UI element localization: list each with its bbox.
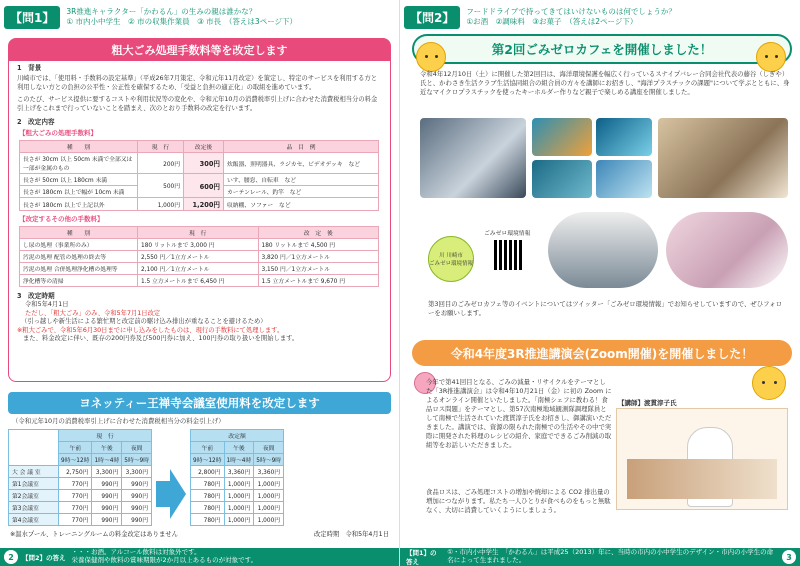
room-name: 第3会議室 bbox=[9, 502, 59, 514]
col-item: 種 別 bbox=[20, 227, 138, 239]
price: 990円 bbox=[92, 478, 122, 490]
bulky-waste-fee-table bbox=[19, 140, 379, 211]
mascot-icon bbox=[756, 42, 786, 72]
ticket-note: また、料金改定に伴い、既存の200円券及び500円券に加え、100円券の取り扱いを開始します。 bbox=[23, 335, 299, 342]
price: 990円 bbox=[92, 502, 122, 514]
room-name: 第2会議室 bbox=[9, 490, 59, 502]
cafe-title: 第2回ごみゼロカフェを開催しました！ bbox=[491, 42, 713, 57]
bulky-waste-note: ただし、「粗大ごみ」のみ、令和5年7月1日改定 bbox=[25, 309, 161, 317]
cell-item: 浄化槽等の清掃 bbox=[20, 275, 138, 287]
price: 1,000円 bbox=[224, 490, 254, 502]
price: 1,000円 bbox=[254, 502, 284, 514]
arrow-right-icon bbox=[156, 469, 186, 519]
lecturer-label: 【講師】渡貫淳子氏 bbox=[618, 399, 677, 407]
turtle-photo bbox=[532, 160, 592, 198]
col-morning: 午前 bbox=[59, 442, 92, 454]
quiz-question: フードドライブで持ってきてはいけないものは何でしょうか？ bbox=[466, 6, 676, 16]
cell-example: 収納棚、ソファー など bbox=[224, 198, 379, 211]
table-row bbox=[20, 275, 379, 287]
logo-bottom-text: ごみゼロ環境情報 bbox=[429, 261, 474, 267]
cell-new: 1,200円 bbox=[184, 198, 224, 211]
current-fee-table bbox=[8, 429, 152, 526]
price: 1,000円 bbox=[224, 502, 254, 514]
table-row bbox=[9, 478, 152, 490]
table-row bbox=[191, 502, 284, 514]
answer-label: 【問2】の答え bbox=[22, 553, 66, 562]
fish-photo bbox=[596, 118, 652, 156]
room-name: 第4会議室 bbox=[9, 514, 59, 526]
background-para-2: このたび、サービス提供に要するコストや利用状況等の変化や、令和元年10月の消費税率引上げに合わせた消費税相当分の料金引上げをこれまで行っていないことを踏まえ、次のとおり手数料の改定を行います。 bbox=[17, 96, 378, 112]
answer-label: 【問1】の答え bbox=[406, 549, 437, 566]
cell-item: 長さが 30cm 以上 50cm 未満で全部又は一部が金属のもの bbox=[20, 153, 138, 174]
price: 770円 bbox=[59, 490, 92, 502]
room-revision-date: 改定時期 令和5年4月1日 bbox=[314, 531, 389, 538]
price: 1,000円 bbox=[254, 514, 284, 526]
table-row bbox=[9, 502, 152, 514]
table-row bbox=[20, 153, 379, 174]
cell-current: 1,000円 bbox=[138, 198, 184, 211]
cell-item: 汚泥の処理 合併処理浄化槽の処理等 bbox=[20, 263, 138, 275]
price: 1,000円 bbox=[254, 490, 284, 502]
table-row bbox=[9, 466, 152, 478]
room-fee-tables bbox=[8, 429, 391, 526]
quiz-text bbox=[466, 7, 676, 27]
revision-date: 令和5年4月1日 bbox=[25, 301, 69, 308]
answer-bar bbox=[400, 548, 800, 566]
cell-new: 180 リットルまで 4,500 円 bbox=[258, 239, 379, 251]
price: 990円 bbox=[92, 514, 122, 526]
price: 990円 bbox=[122, 514, 152, 526]
table-row bbox=[191, 478, 284, 490]
new-label: 改定額 bbox=[191, 430, 284, 442]
kitchen-counter bbox=[627, 459, 777, 499]
cell-new: 1.5 立方メートルまで 9,670 円 bbox=[258, 275, 379, 287]
cell-new: 3,820 円／1立方メートル bbox=[258, 251, 379, 263]
price: 3,300円 bbox=[92, 466, 122, 478]
room-fee-title: ヨネッティー王禅寺会議室使用料を改定します bbox=[8, 392, 391, 414]
table-row bbox=[20, 239, 379, 251]
page-number: 3 bbox=[782, 550, 796, 564]
quiz-question: 3R推進キャラクター「かわるん」の生みの親は誰かな？ bbox=[66, 6, 257, 16]
price: 780円 bbox=[191, 490, 224, 502]
time-morning: 9時～12時 bbox=[191, 454, 224, 466]
table-row bbox=[20, 198, 379, 211]
table-row bbox=[191, 514, 284, 526]
col-afternoon: 午後 bbox=[92, 442, 122, 454]
time-night: 5時～9時 bbox=[254, 454, 284, 466]
page-number: 2 bbox=[4, 550, 18, 564]
cell-item: 長さが 180cm 以上で幅が 10cm 未満 bbox=[20, 186, 138, 198]
col-night: 夜間 bbox=[122, 442, 152, 454]
lecture-report: 今年で第41回目となる、ごみの減量・リサイクルをテーマとした「3R推進講演会」は令和4年10月21日（金）に初の Zoom によるオンライン開催といたしました。「南極シェフに教わる！食品ロス問題」をテーマとし、第57次南極地域観測隊調理隊員として南極で生活されていた渡貫淳子氏をお招きし、御講演いただきました。講演では、資源の限られた南極での生活やその中で実際に開発された料理のレシピの紹介、家庭でできるごみ削減の取組等をお話しいただきました。 bbox=[426, 378, 612, 449]
mascot-icon bbox=[752, 366, 786, 400]
price: 990円 bbox=[122, 490, 152, 502]
quiz-text bbox=[66, 7, 297, 27]
col-night: 夜間 bbox=[254, 442, 284, 454]
lecture-title-box bbox=[412, 340, 792, 366]
time-night: 5時～9時 bbox=[122, 454, 152, 466]
price: 770円 bbox=[59, 478, 92, 490]
table-row bbox=[20, 263, 379, 275]
quiz-tag: 【問2】 bbox=[404, 6, 460, 29]
table-row bbox=[9, 514, 152, 526]
mascot-icon bbox=[416, 42, 446, 72]
other-fee-table bbox=[19, 226, 379, 287]
col-morning: 午前 bbox=[191, 442, 224, 454]
cell-current: 200円 bbox=[138, 153, 184, 174]
heading-background: 1 背景 bbox=[17, 64, 42, 72]
corner-cell bbox=[9, 430, 59, 466]
room-name: 大 会 議 室 bbox=[9, 466, 59, 478]
cell-example: 炊飯器、照明器具、ラジカセ、ビデオデッキ など bbox=[224, 153, 379, 174]
table-row bbox=[9, 490, 152, 502]
price: 2,750円 bbox=[59, 466, 92, 478]
lecture-title: 令和4年度3R推進講演会(Zoom開催)を開催しました！ bbox=[450, 346, 754, 361]
fee-section bbox=[8, 38, 391, 382]
table-row bbox=[191, 466, 284, 478]
price: 1,000円 bbox=[254, 478, 284, 490]
col-current: 現 行 bbox=[138, 227, 259, 239]
price: 1,000円 bbox=[224, 478, 254, 490]
cafe-report: 令和4年12月10日（土）に開催した第2回目は、海洋環境保護を幅広く行っているスナイプバレー合同会社代表の藤谷（しぎや）氏と、かわさき生活クラブ生活協同組合の組合員の方々を講師にお招きし、"海洋プラスチックの課題"について学ぶとともに、身近なマイクロプラスチックを使ったキーホルダー作りなど親子で楽しめる講座を開催しました。 bbox=[420, 70, 790, 96]
col-new: 改 定 後 bbox=[258, 227, 379, 239]
col-afternoon: 午後 bbox=[224, 442, 254, 454]
sea-photo bbox=[596, 160, 652, 198]
qr-label: ごみゼロ環境情報 bbox=[484, 231, 531, 237]
col-current: 現 行 bbox=[138, 141, 184, 153]
cell-current: 1.5 立方メートルまで 6,450 円 bbox=[138, 275, 259, 287]
room-photo bbox=[548, 212, 658, 288]
bulky-waste-fee-title: 【粗大ごみの処理手数料】 bbox=[19, 129, 97, 137]
quiz-choices: ① 市内小中学生 ② 市の収集作業員 ③ 市長 （答えは3ページ下） bbox=[66, 17, 298, 26]
price: 770円 bbox=[59, 502, 92, 514]
cell-item: 長さが 180cm 以上で上記以外 bbox=[20, 198, 138, 211]
price: 3,300円 bbox=[122, 466, 152, 478]
heading-contents: 2 改定内容 bbox=[17, 118, 55, 126]
table-row bbox=[20, 174, 379, 186]
keyholder-photo bbox=[666, 212, 788, 288]
current-label: 現 行 bbox=[59, 430, 152, 442]
qr-code-icon[interactable] bbox=[494, 240, 524, 270]
coral-photo bbox=[532, 118, 592, 156]
room-fee-note: （令和元年10月の消費税率引上げに合わせた消費税相当分の料金引上げ） bbox=[12, 417, 225, 425]
new-fee-table bbox=[190, 429, 284, 526]
time-morning: 9時～12時 bbox=[59, 454, 92, 466]
logo-top-text: 川 川崎市 bbox=[439, 253, 463, 259]
cafe-photo-lecture bbox=[420, 118, 526, 198]
price: 2,800円 bbox=[191, 466, 224, 478]
gomizero-logo bbox=[428, 236, 474, 282]
table-row bbox=[191, 490, 284, 502]
background-para-1: 川崎市では、「使用料・手数料の設定基準」（平成26年7月策定、令和元年11月改定）を策定し、特定のサービスを利用する方と利用しない方との負担の公平性・公正性を確保するため、「受益と負担の適正化」の取組を進めています。 bbox=[17, 75, 378, 91]
price: 770円 bbox=[59, 514, 92, 526]
quiz-bar bbox=[4, 2, 395, 32]
price: 1,000円 bbox=[224, 514, 254, 526]
room-fee-section bbox=[8, 392, 391, 562]
right-page bbox=[400, 0, 800, 566]
heading-timing: 3 改定時期 bbox=[17, 292, 55, 300]
cell-current: 2,550 円／1立方メートル bbox=[138, 251, 259, 263]
cell-item: 汚泥の処理 配管の処理の終去等 bbox=[20, 251, 138, 263]
price: 990円 bbox=[92, 490, 122, 502]
cell-new: 300円 bbox=[184, 153, 224, 174]
quiz-tag: 【問1】 bbox=[4, 6, 60, 29]
room-fee-footer bbox=[8, 526, 391, 541]
answer-bar bbox=[0, 548, 399, 566]
cell-current: 180 リットルまで 3,000 円 bbox=[138, 239, 259, 251]
time-afternoon: 1時～4時 bbox=[92, 454, 122, 466]
food-loss-note: 食品ロスは、ごみ処理コストの増加や焼却による CO2 排出量の増加につながります。私たち一人ひとりが食べものをもっと無駄なく、大切に消費していくようにしましょう。 bbox=[426, 488, 611, 514]
price: 780円 bbox=[191, 502, 224, 514]
cell-new: 3,150 円／1立方メートル bbox=[258, 263, 379, 275]
cell-current: 500円 bbox=[138, 174, 184, 198]
price: 3,360円 bbox=[254, 466, 284, 478]
cell-item: し尿の処理（事業所のみ） bbox=[20, 239, 138, 251]
table-row bbox=[20, 251, 379, 263]
cell-item: 長さが 50cm 以上 180cm 未満 bbox=[20, 174, 138, 186]
pool-note: ※温水プール、トレーニングルームの料金改定はありません bbox=[10, 531, 178, 538]
cell-example: いす、腰窓、自転車 など bbox=[224, 174, 379, 186]
answer-text: ①・市内小中学生 「かわるん」は平成25（2013）年に、当時の市内の小中学生のデザイン・市内の小学生の命名によって生まれました。 bbox=[447, 548, 774, 564]
application-note: ※粗大ごみで、令和5年6月30日までに申し込みをしたものは、現行の手数料にて処理します。 bbox=[17, 326, 284, 334]
room-name: 第1会議室 bbox=[9, 478, 59, 490]
cell-new: 600円 bbox=[184, 174, 224, 198]
cell-example: カーテンレール、釣竿 など bbox=[224, 186, 379, 198]
price: 3,360円 bbox=[224, 466, 254, 478]
price: 990円 bbox=[122, 478, 152, 490]
cafe-title-box bbox=[412, 34, 792, 64]
quiz-choices: ①お酒 ②調味料 ③お菓子 （答えは2ページ下） bbox=[466, 17, 638, 26]
col-item: 種 別 bbox=[20, 141, 138, 153]
answer-text: ・・・お酒。アルコール飲料は対象外です。 栄養保健剤や飲料の賞味期限が2か月以上あるものが対象です。 bbox=[71, 548, 258, 564]
col-example: 品 目 例 bbox=[224, 141, 379, 153]
fee-section-title: 粗大ごみ処理手数料等を改定します bbox=[9, 39, 390, 61]
busy-season-note: （引っ越しや新生活による繁忙期と改定前の駆け込み排出が重なることを避けるため） bbox=[21, 318, 267, 325]
price: 990円 bbox=[122, 502, 152, 514]
price: 780円 bbox=[191, 478, 224, 490]
quiz-bar bbox=[404, 2, 796, 32]
lecturer-photo bbox=[616, 408, 788, 510]
col-new: 改定後 bbox=[184, 141, 224, 153]
time-afternoon: 1時～4時 bbox=[224, 454, 254, 466]
cell-current: 2,100 円／1立方メートル bbox=[138, 263, 259, 275]
price: 780円 bbox=[191, 514, 224, 526]
twitter-notice: 第3回目のごみゼロカフェ等のイベントについてはツイッター「ごみゼロ環境情報」でお知らせしていますので、ぜひフォローをお願いします。 bbox=[428, 300, 783, 317]
workshop-photo bbox=[658, 118, 788, 198]
other-fee-title: 【改定するその他の手数料】 bbox=[19, 215, 104, 223]
